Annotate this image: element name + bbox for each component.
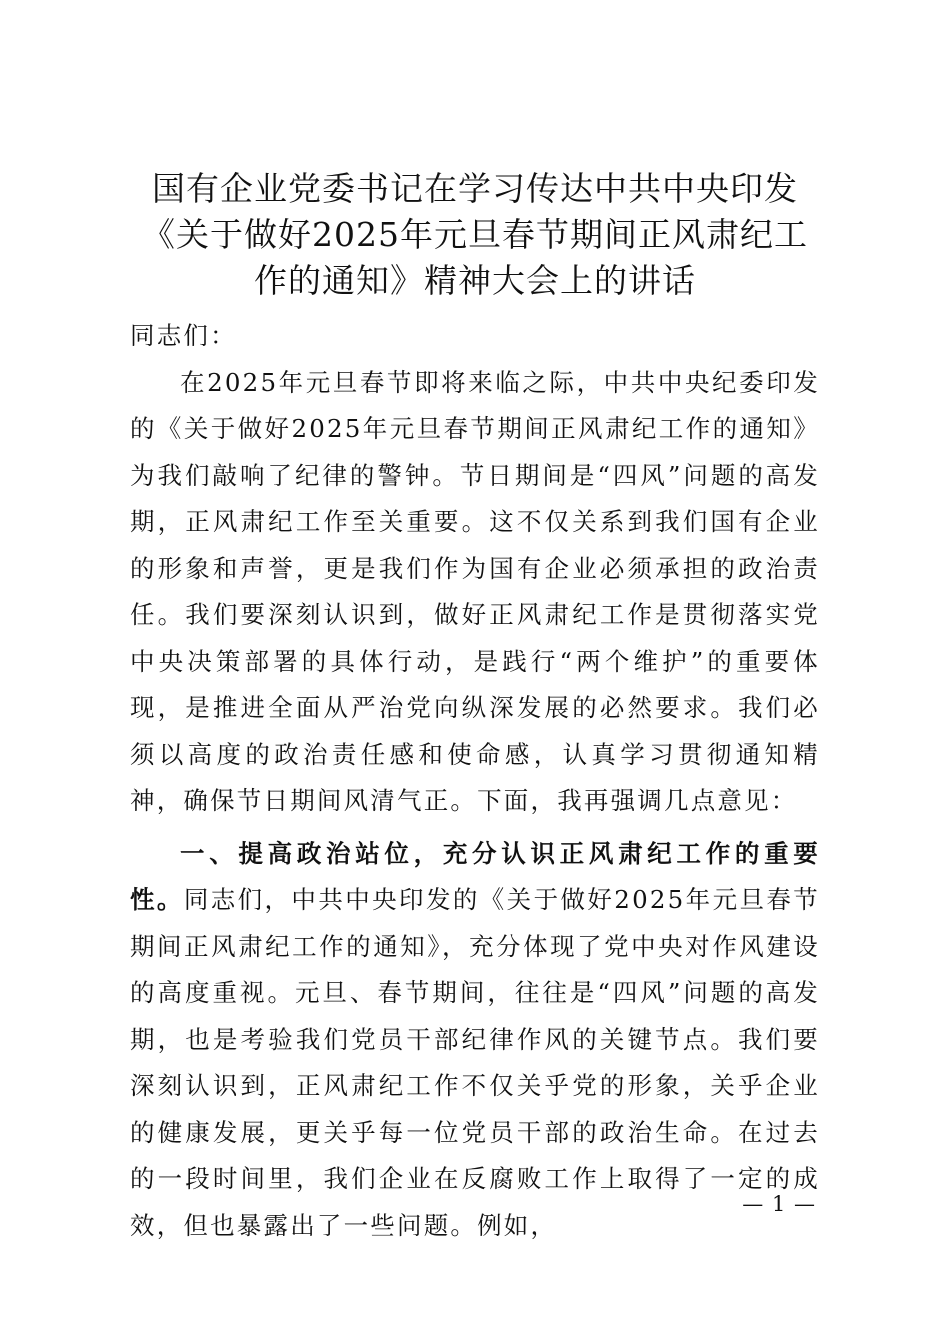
section-1-heading: 一、提高政治站位，充分认识正风肃纪工作的重要性。 xyxy=(130,838,820,914)
section-1-text: 同志们，中共中央印发的《关于做好2025年元旦春节期间正风肃纪工作的通知》，充分体现了党中央对作风建设的高度重视。元旦、春节期间，往往是“四风”问题的高发期，也是考验我们党员干部纪律作风的关键节点。我们要深刻认识到，正风肃纪工作不仅关乎党的形象，关乎企业的健康发展，更关乎每一位党员干部的政治生命。在过去的一段时间里，我们企业在反腐败工作上取得了一定的成效，但也暴露出了一些问题。例如， xyxy=(130,885,820,1240)
salutation: 同志们： xyxy=(130,321,237,350)
title-line-1: 国有企业党委书记在学习传达中共中央印发 xyxy=(152,169,798,208)
title-line-3: 作的通知》精神大会上的讲话 xyxy=(254,261,696,300)
paragraph-intro: 在2025年元旦春节即将来临之际，中共中央纪委印发的《关于做好2025年元旦春节期间正风肃纪工作的通知》为我们敲响了纪律的警钟。节日期间是“四风”问题的高发期，正风肃纪工作至关重要。这不仅关系到我们国有企业的形象和声誉，更是我们作为国有企业必须承担的政治责任。我们要深刻认识到，做好正风肃纪工作是贯彻落实党中央决策部署的具体行动，是践行“两个维护”的重要体现，是推进全面从严治党向纵深发展的必然要求。我们必须以高度的政治责任感和使命感，认真学习贯彻通知精神，确保节日期间风清气正。下面，我再强调几点意见： xyxy=(130,367,820,815)
page-number: — 1 — xyxy=(742,1192,816,1216)
title-line-2: 《关于做好2025年元旦春节期间正风肃纪工 xyxy=(142,215,808,254)
document-body xyxy=(130,313,820,1249)
section-1-paragraph xyxy=(130,831,820,1250)
document-title xyxy=(120,166,830,304)
